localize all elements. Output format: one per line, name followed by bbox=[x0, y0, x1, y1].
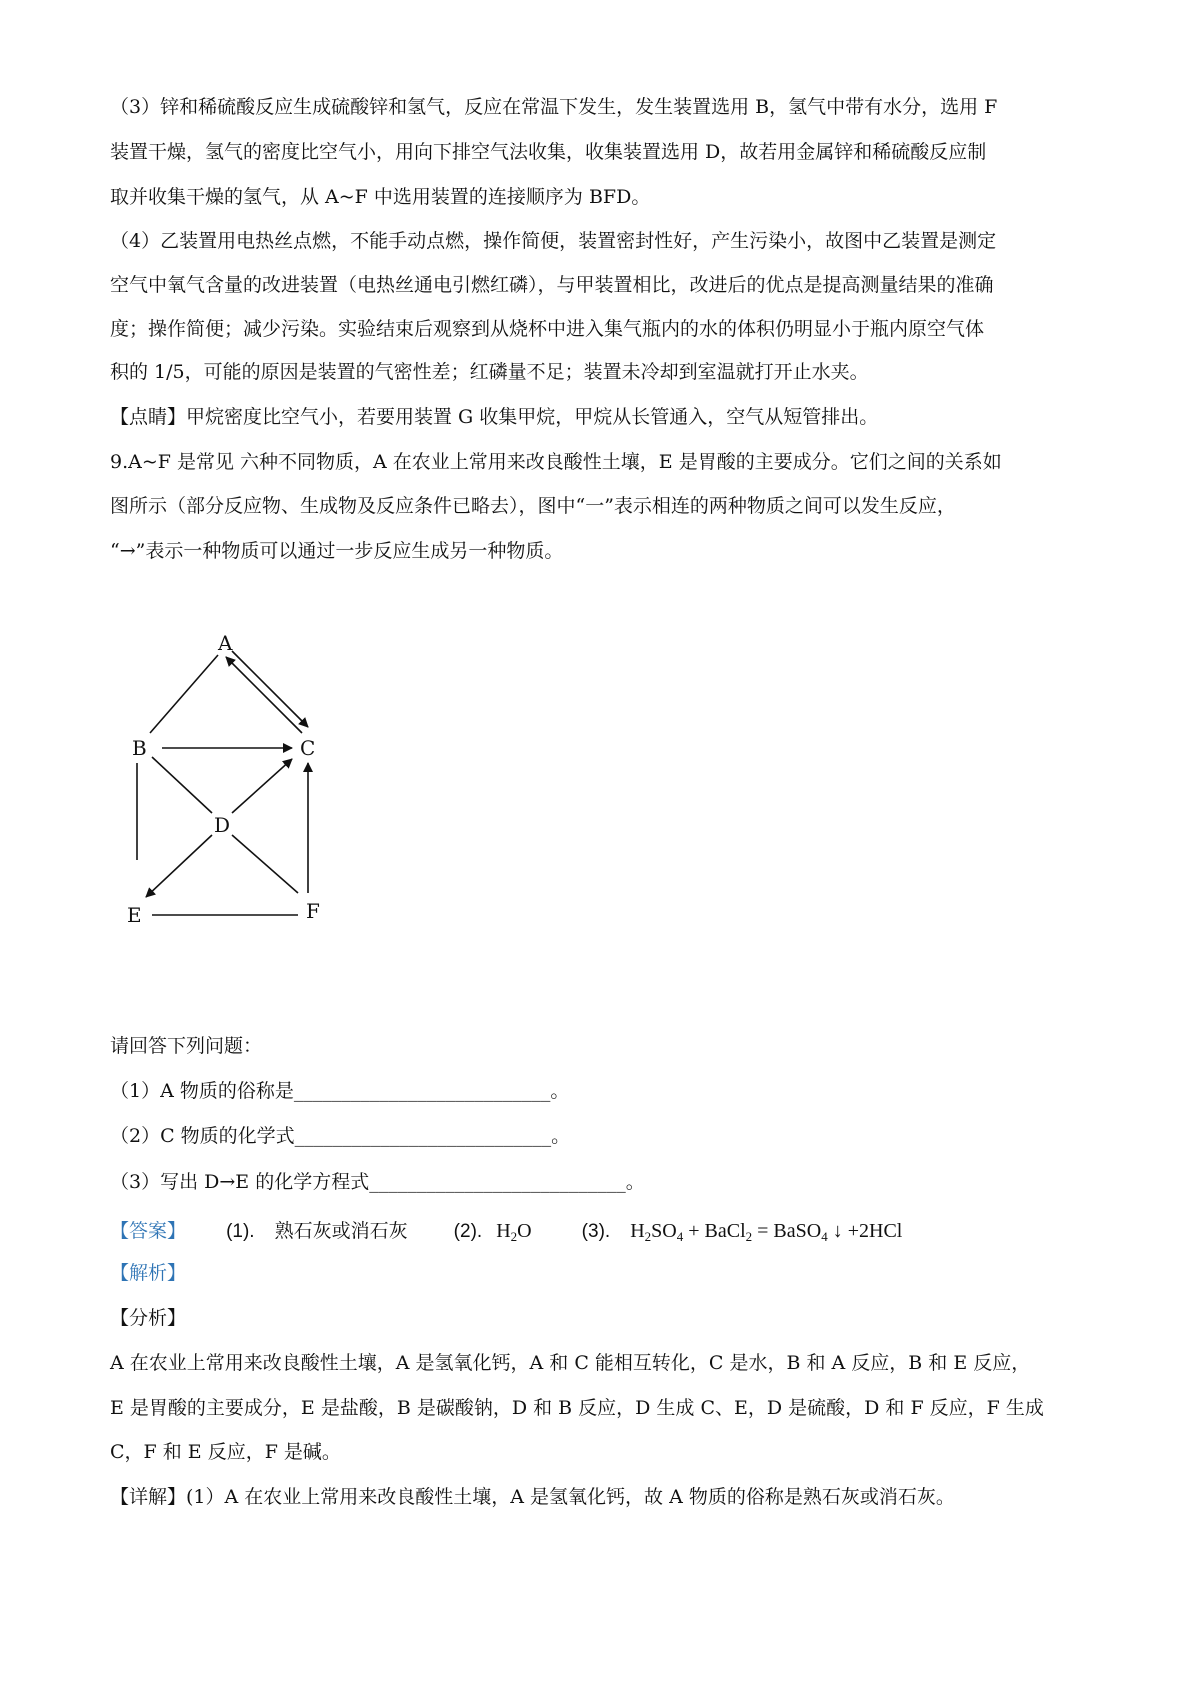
jiexi-heading: 【解析】 bbox=[110, 1262, 187, 1284]
fenxi-line-1: A 在农业上常用来改良酸性土壤，A 是氢氧化钙，A 和 C 能相互转化，C 是水，B 和 A 反应，B 和 E 反应， bbox=[110, 1352, 1031, 1374]
question-2: （2）C 物质的化学式___________________________。 bbox=[110, 1125, 571, 1147]
fenxi-line-2: E 是胃酸的主要成分，E 是盐酸，B 是碳酸钠，D 和 B 反应，D 生成 C、E，D 是硫酸，D 和 F 反应，F 生成 bbox=[110, 1397, 1044, 1419]
paragraph-4-line-2: 空气中氧气含量的改进装置（电热丝通电引燃红磷），与甲装置相比，改进后的优点是提高测量结果的准确 bbox=[110, 274, 994, 296]
answer-3-number: (3). bbox=[581, 1221, 611, 1242]
dianjing-note: 【点睛】甲烷密度比空气小，若要用装置 G 收集甲烷，甲烷从长管通入，空气从短管排出。 bbox=[110, 406, 879, 428]
edge-A-B bbox=[150, 655, 218, 733]
question-1: （1）A 物质的俗称是___________________________。 bbox=[110, 1080, 570, 1102]
answer-1-text: 熟石灰或消石灰 bbox=[274, 1220, 408, 1242]
arrow-A-to-C bbox=[232, 651, 308, 727]
arrow-C-to-A bbox=[226, 657, 302, 733]
paragraph-4-line-3: 度；操作简便；减少污染。实验结束后观察到从烧杯中进入集气瓶内的水的体积仍明显小于瓶内原空气体 bbox=[110, 318, 985, 340]
answer-tag: 【答案】 bbox=[110, 1220, 187, 1242]
questions-intro: 请回答下列问题： bbox=[110, 1035, 263, 1057]
node-F: F bbox=[306, 899, 320, 923]
question-9-line-3: “→”表示一种物质可以通过一步反应生成另一种物质。 bbox=[110, 540, 564, 562]
node-A: A bbox=[218, 635, 233, 655]
answer-2-formula: $H_2O$ bbox=[496, 1220, 532, 1244]
answer-2-number: (2). bbox=[453, 1221, 483, 1242]
answer-1-number: (1). bbox=[226, 1221, 255, 1242]
answer-row bbox=[110, 1214, 902, 1248]
paragraph-3-line-3: 取并收集干燥的氢气，从 A~F 中选用装置的连接顺序为 BFD。 bbox=[110, 186, 651, 208]
question-9-line-2: 图所示（部分反应物、生成物及反应条件已略去），图中“一”表示相连的两种物质之间可以发生反应， bbox=[110, 495, 956, 517]
relation-diagram bbox=[120, 635, 380, 935]
fenxi-line-3: C，F 和 E 反应，F 是碱。 bbox=[110, 1441, 341, 1463]
question-9-line-1: 9.A~F 是常见 六种不同物质，A 在农业上常用来改良酸性土壤，E 是胃酸的主要成分。它们之间的关系如 bbox=[110, 451, 1002, 473]
arrow-D-to-C bbox=[232, 759, 292, 813]
relation-diagram-svg bbox=[120, 635, 380, 935]
question-3: （3）写出 D→E 的化学方程式___________________________。 bbox=[110, 1171, 645, 1193]
arrow-D-to-E bbox=[146, 835, 212, 897]
node-B: B bbox=[132, 736, 147, 760]
paragraph-4-line-4: 积的 1/5，可能的原因是装置的气密性差；红磷量不足；装置未冷却到室温就打开止水夹。 bbox=[110, 361, 869, 383]
fenxi-heading: 【分析】 bbox=[110, 1307, 187, 1329]
edge-B-D bbox=[152, 757, 212, 813]
node-C: C bbox=[300, 736, 316, 760]
node-E: E bbox=[127, 903, 142, 927]
paragraph-3-line-2: 装置干燥，氢气的密度比空气小，用向下排空气法收集，收集装置选用 D，故若用金属锌和稀硫酸反应制 bbox=[110, 141, 987, 163]
node-D: D bbox=[214, 813, 231, 837]
paragraph-4-line-1: （4）乙装置用电热丝点燃，不能手动点燃，操作简便，装置密封性好，产生污染小，故图中乙装置是测定 bbox=[110, 230, 997, 252]
xiangjie-line: 【详解】(1）A 在农业上常用来改良酸性土壤，A 是氢氧化钙，故 A 物质的俗称是熟石灰或消石灰。 bbox=[110, 1486, 955, 1508]
answer-3-equation: $H_2SO_4$ + BaCl$_2$ = BaSO$_4$ ↓ +2HCl bbox=[630, 1220, 903, 1244]
edge-D-F bbox=[232, 835, 298, 893]
paragraph-3-line-1: （3）锌和稀硫酸反应生成硫酸锌和氢气，反应在常温下发生，发生装置选用 B，氢气中带有水分，选用 F bbox=[110, 96, 998, 118]
